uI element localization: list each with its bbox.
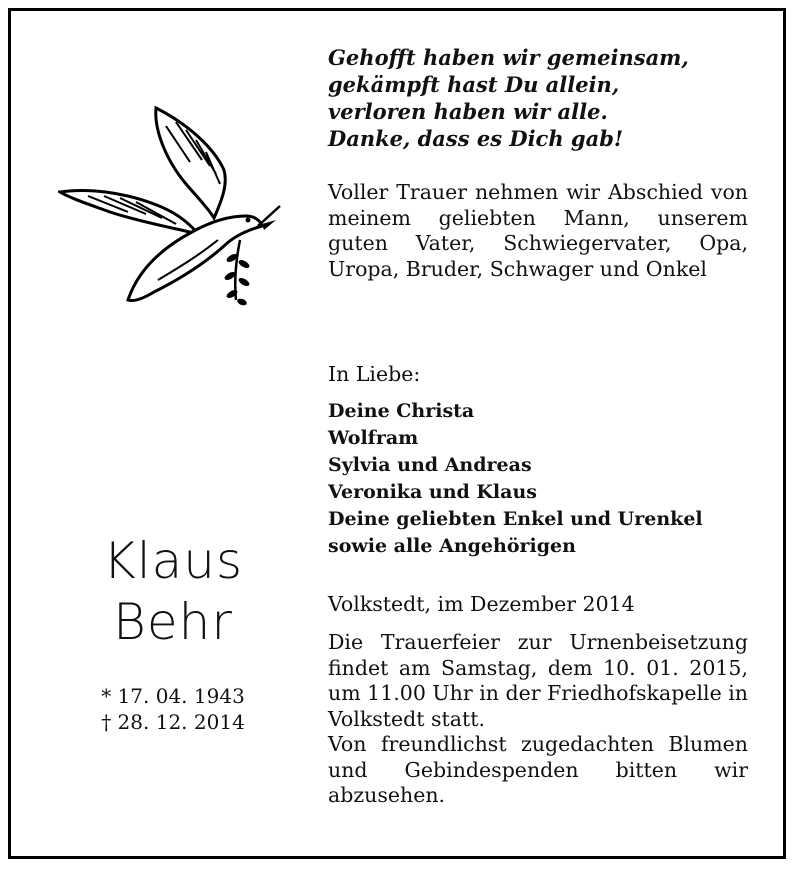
motto-line: verloren haben wir alle. — [328, 99, 608, 124]
deceased-first-name: Klaus — [102, 532, 244, 590]
mourners-list — [328, 398, 748, 560]
motto — [328, 44, 748, 152]
motto-line: gekämpft hast Du allein, — [328, 72, 620, 97]
mourner-name: Deine Christa — [328, 400, 475, 422]
funeral-notice: Die Trauerfeier zur Urnenbeisetzung findet am Samstag, dem 10. 01. 2015, um 11.00 Uhr in der Friedhofskapelle in Volkstedt statt. — [328, 630, 748, 731]
notice-block — [328, 630, 748, 809]
intro-text: Voller Trauer nehmen wir Abschied von meinem geliebten Mann, unserem guten Vater, Schwiegervater, Opa, Uropa, Bruder, Schwager und Onkel — [328, 180, 748, 281]
death-date: † 28. 12. 2014 — [101, 710, 245, 734]
mourner-name: sowie alle Angehörigen — [328, 535, 576, 557]
in-love-label: In Liebe: — [328, 362, 421, 386]
birth-date: * 17. 04. 1943 — [101, 684, 245, 708]
mourner-name: Deine geliebten Enkel und Urenkel — [328, 508, 703, 530]
mourner-name: Sylvia und Andreas — [328, 454, 532, 476]
deceased-last-name: Behr — [113, 593, 233, 651]
mourner-name: Veronika und Klaus — [328, 481, 537, 503]
motto-line: Gehofft haben wir gemeinsam, — [328, 45, 689, 70]
dove-icon — [58, 100, 288, 310]
place-date: Volkstedt, im Dezember 2014 — [328, 592, 635, 616]
mourner-name: Wolfram — [328, 427, 419, 449]
flowers-notice: Von freundlichst zugedachten Blumen und Gebindespenden bitten wir abzusehen. — [328, 732, 748, 807]
motto-line: Danke, dass es Dich gab! — [328, 126, 624, 151]
